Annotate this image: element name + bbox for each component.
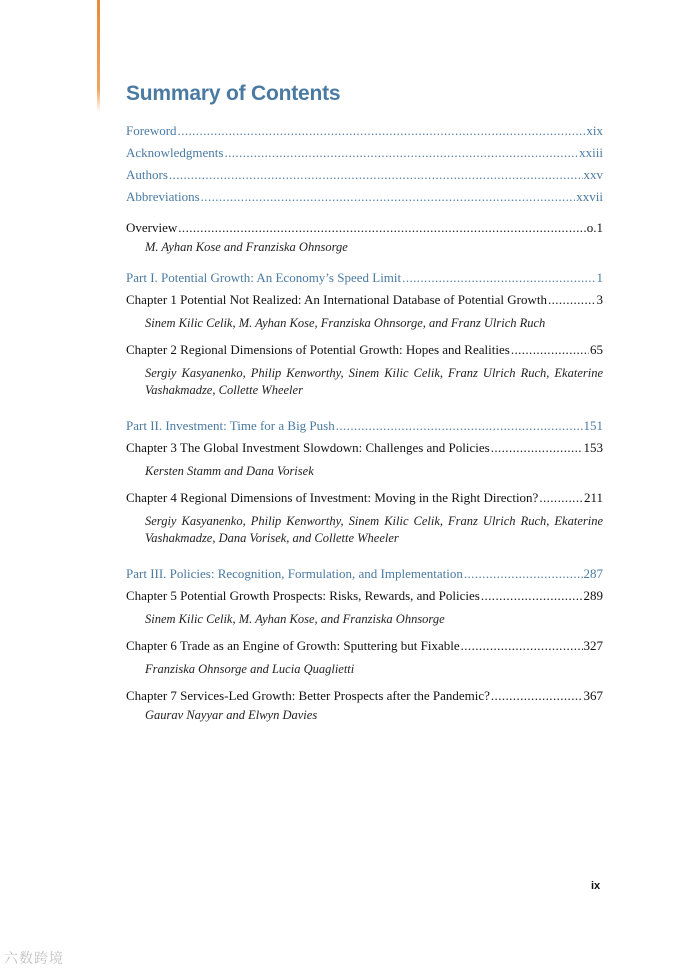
toc-entry-abbreviations[interactable] <box>126 186 603 208</box>
table-of-contents <box>126 120 603 724</box>
leader-dots <box>491 437 583 459</box>
toc-entry-foreword[interactable] <box>126 120 603 142</box>
toc-entry-page: 367 <box>583 688 603 703</box>
toc-entry-label: Chapter 2 Regional Dimensions of Potential Growth: Hopes and Realities <box>126 342 510 357</box>
leader-dots <box>491 685 583 707</box>
toc-chapter-1[interactable] <box>126 289 603 311</box>
toc-entry-page: o.1 <box>586 220 603 235</box>
toc-entry-authors: Sergiy Kasyanenko, Philip Kenworthy, Sinem Kilic Celik, Franz Ulrich Ruch, Ekaterine Vashakmadze, Dana Vorisek, and Collette Wheeler <box>145 514 603 545</box>
toc-entry-authors: Kersten Stamm and Dana Vorisek <box>145 464 314 478</box>
leader-dots <box>224 142 578 164</box>
toc-entry-authors: Franziska Ohnsorge and Lucia Quaglietti <box>145 662 355 676</box>
leader-dots <box>464 563 583 585</box>
toc-entry-authors: M. Ayhan Kose and Franziska Ohnsorge <box>145 240 348 254</box>
toc-entry-label: Part II. Investment: Time for a Big Push <box>126 418 335 433</box>
watermark-logo: 六数跨境 <box>4 951 64 967</box>
toc-entry-label: Chapter 3 The Global Investment Slowdown: Challenges and Policies <box>126 440 490 455</box>
toc-chapter-6[interactable] <box>126 635 603 657</box>
toc-entry-label: Chapter 6 Trade as an Engine of Growth: Sputtering but Fixable <box>126 638 460 653</box>
leader-dots <box>178 120 586 142</box>
leader-dots <box>169 164 583 186</box>
toc-entry-label: Acknowledgments <box>126 145 224 160</box>
accent-edge-bar <box>97 0 100 112</box>
toc-entry-page: xxv <box>583 167 603 182</box>
toc-entry-page: 3 <box>596 292 603 307</box>
leader-dots <box>402 267 595 289</box>
toc-entry-label: Chapter 7 Services-Led Growth: Better Prospects after the Pandemic? <box>126 688 490 703</box>
toc-chapter-2[interactable] <box>126 339 603 361</box>
toc-entry-page: 287 <box>583 566 603 581</box>
toc-entry-page: 151 <box>583 418 603 433</box>
toc-part-2[interactable] <box>126 415 603 437</box>
leader-dots <box>178 217 585 239</box>
toc-entry-authors: Gaurav Nayyar and Elwyn Davies <box>145 708 318 722</box>
toc-part-1[interactable] <box>126 267 603 289</box>
toc-entry-page: xxiii <box>579 145 603 160</box>
toc-chapter-5[interactable] <box>126 585 603 607</box>
page-number: ix <box>591 880 601 892</box>
toc-entry-label: Part III. Policies: Recognition, Formulation, and Implementation <box>126 566 463 581</box>
toc-entry-authors[interactable] <box>126 164 603 186</box>
leader-dots <box>548 289 596 311</box>
toc-entry-label: Foreword <box>126 123 177 138</box>
toc-entry-label: Abbreviations <box>126 189 200 204</box>
toc-entry-label: Chapter 4 Regional Dimensions of Investment: Moving in the Right Direction? <box>126 490 539 505</box>
toc-entry-label: Chapter 5 Potential Growth Prospects: Risks, Rewards, and Policies <box>126 588 480 603</box>
toc-chapter-7[interactable] <box>126 685 603 707</box>
toc-entry-page: 289 <box>583 588 603 603</box>
toc-entry-label: Part I. Potential Growth: An Economy’s Speed Limit <box>126 270 402 285</box>
toc-entry-page: 153 <box>583 440 603 455</box>
toc-entry-authors: Sinem Kilic Celik, M. Ayhan Kose, and Franziska Ohnsorge <box>145 612 445 626</box>
toc-entry-acknowledgments[interactable] <box>126 142 603 164</box>
leader-dots <box>336 415 583 437</box>
toc-entry-page: xxvii <box>576 189 603 204</box>
toc-entry-page: 327 <box>583 638 603 653</box>
toc-part-3[interactable] <box>126 563 603 585</box>
toc-chapter-4[interactable] <box>126 487 603 509</box>
leader-dots <box>481 585 583 607</box>
leader-dots <box>511 339 589 361</box>
toc-entry-label: Overview <box>126 220 178 235</box>
leader-dots <box>201 186 576 208</box>
toc-entry-page: xix <box>586 123 603 138</box>
leader-dots <box>539 487 583 509</box>
toc-entry-page: 65 <box>590 342 603 357</box>
toc-entry-overview[interactable] <box>126 217 603 239</box>
toc-entry-label: Chapter 1 Potential Not Realized: An International Database of Potential Growth <box>126 292 547 307</box>
toc-entry-page: 211 <box>583 490 603 505</box>
toc-entry-authors: Sergiy Kasyanenko, Philip Kenworthy, Sinem Kilic Celik, Franz Ulrich Ruch, Ekaterine Vashakmadze, Collette Wheeler <box>145 366 603 397</box>
toc-entry-authors: Sinem Kilic Celik, M. Ayhan Kose, Franziska Ohnsorge, and Franz Ulrich Ruch <box>145 316 546 330</box>
page-title: Summary of Contents <box>126 82 341 105</box>
toc-entry-label: Authors <box>126 167 168 182</box>
toc-entry-page: 1 <box>596 270 603 285</box>
toc-chapter-3[interactable] <box>126 437 603 459</box>
leader-dots <box>461 635 583 657</box>
